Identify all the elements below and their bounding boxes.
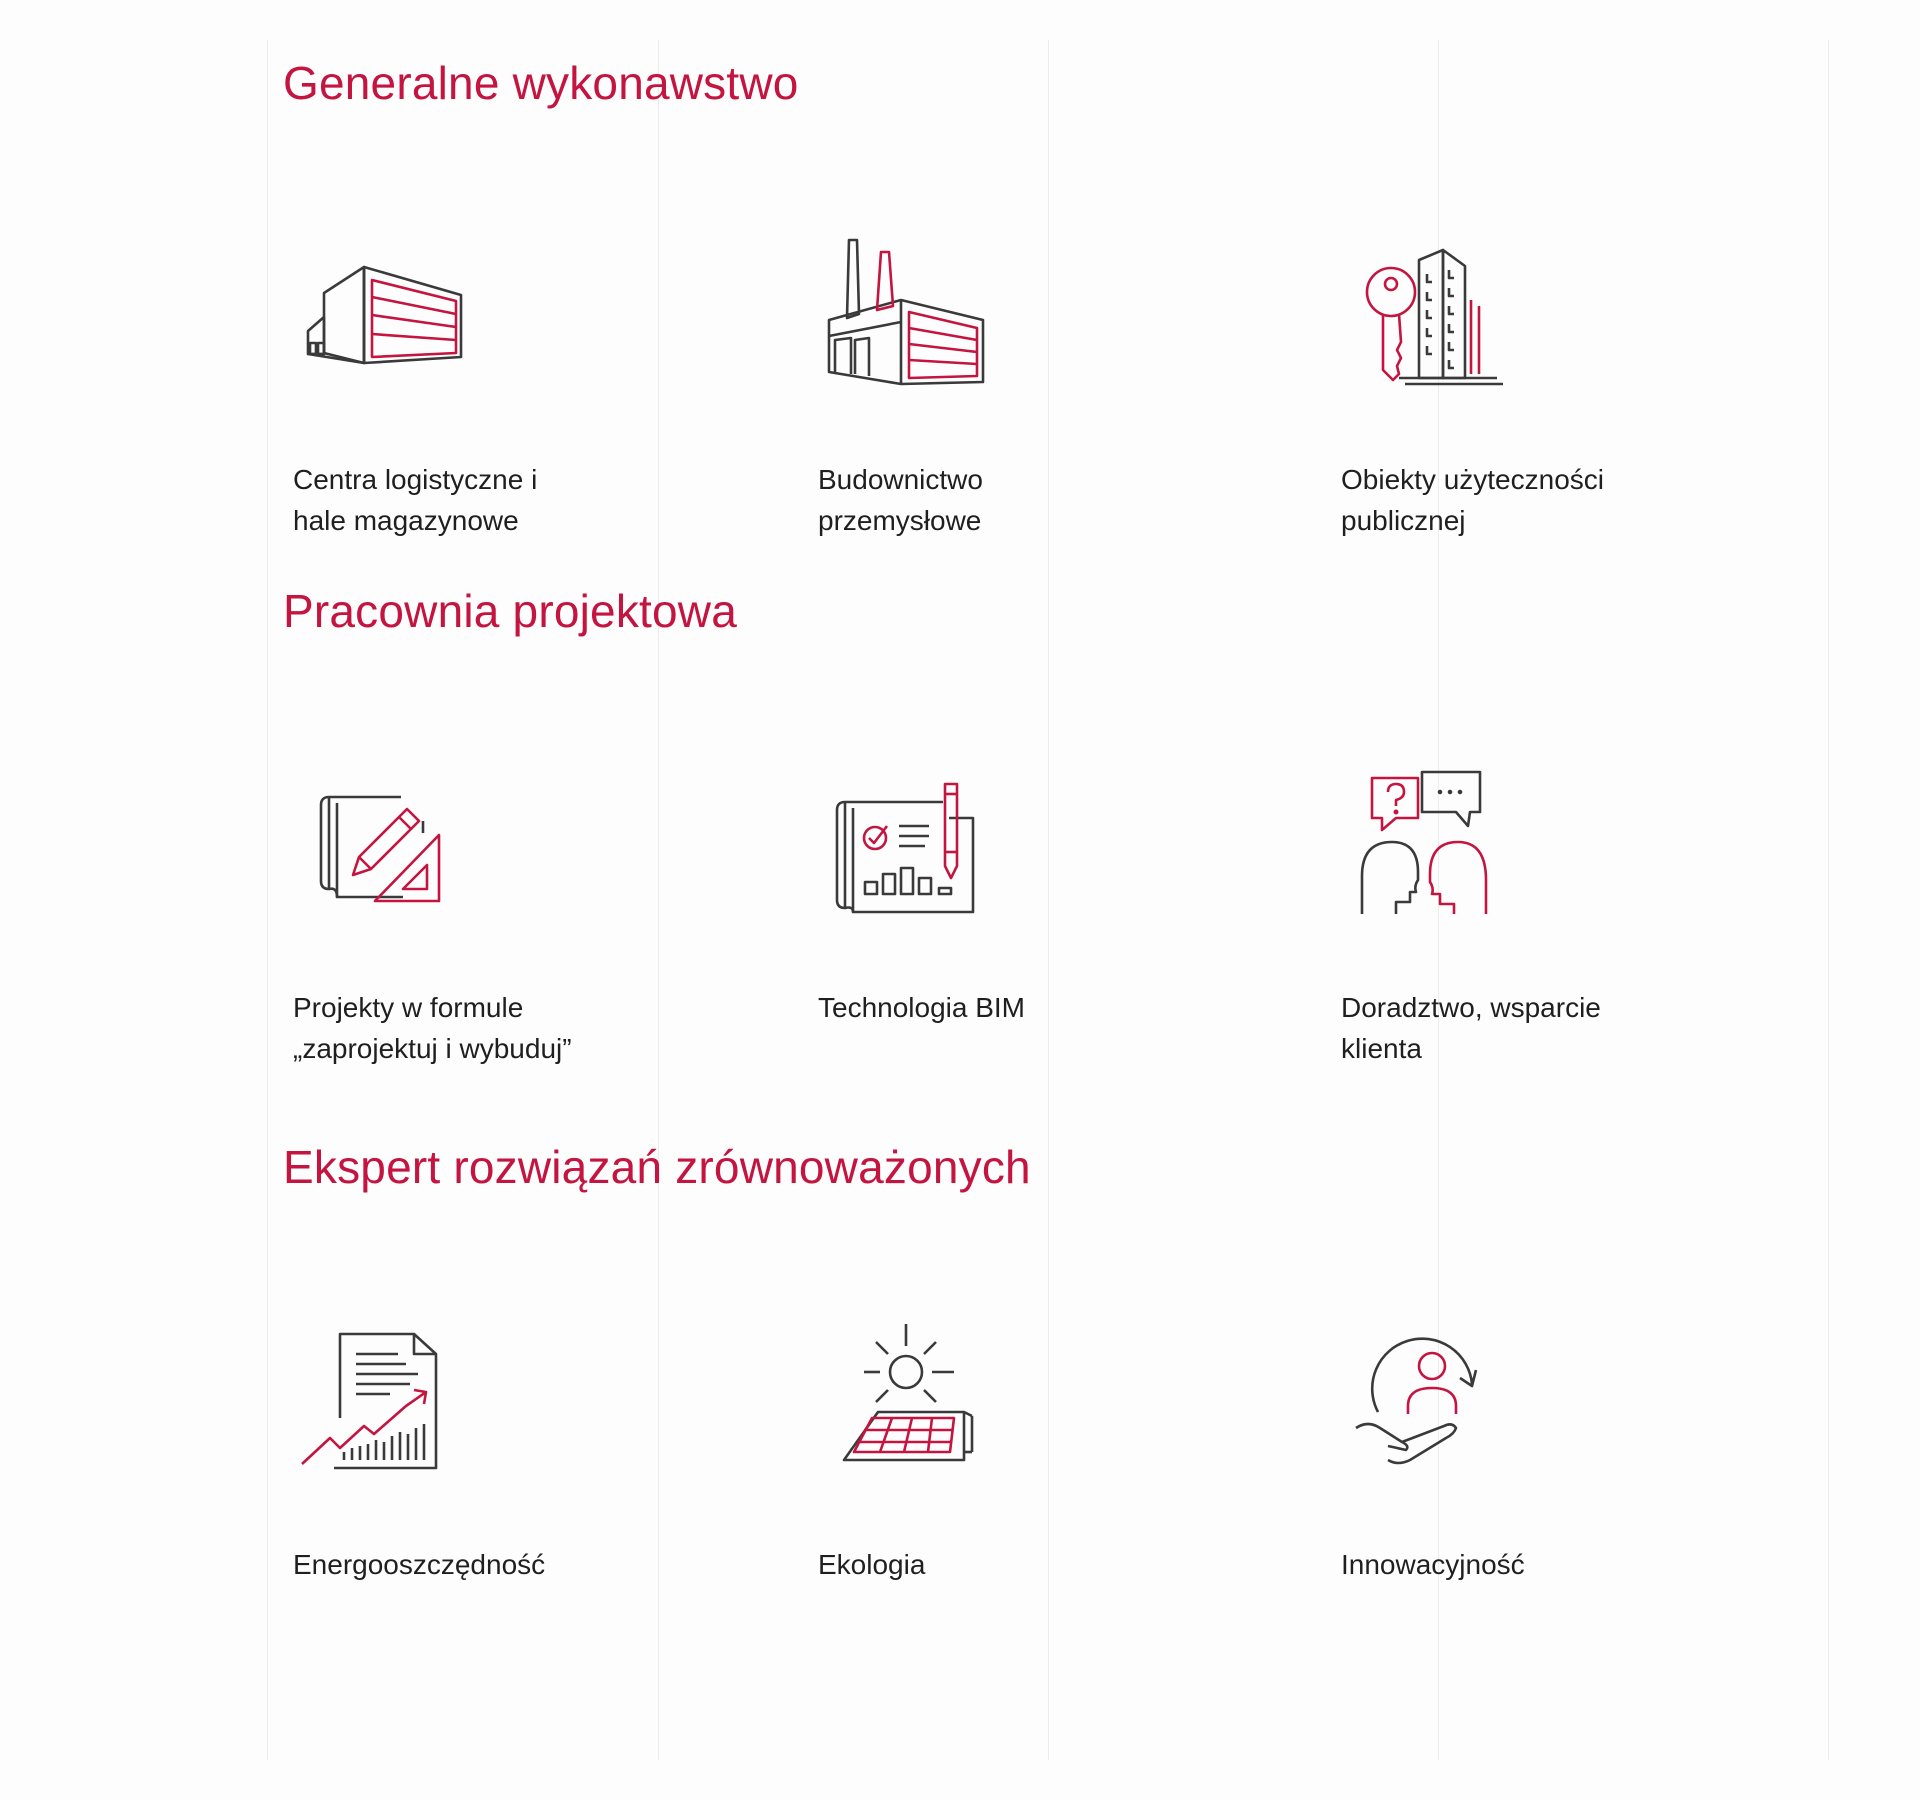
hand-person-cycle-icon [1348, 1328, 1528, 1508]
section-title-sustainable-solutions: Ekspert rozwiązań zrównoważonych [283, 1141, 1031, 1193]
factory-icon [821, 232, 1001, 412]
blueprint-pencil-icon [315, 785, 495, 965]
grid-line [1048, 40, 1049, 1760]
item-label: Obiekty użyteczności publicznej [1341, 464, 1604, 536]
item-label: Centra logistyczne i hale magazynowe [293, 464, 538, 536]
solar-panel-icon [830, 1320, 1010, 1500]
bim-plan-icon [833, 778, 1013, 958]
grid-line [1828, 40, 1829, 1760]
item-label: Budownictwo przemysłowe [818, 464, 983, 536]
grid-line [267, 40, 268, 1760]
item-label: Innowacyjność [1341, 1549, 1525, 1580]
energy-report-icon [298, 1330, 478, 1510]
section-title-design-studio: Pracownia projektowa [283, 585, 738, 637]
item-label: Doradztwo, wsparcie klienta [1341, 992, 1601, 1064]
consulting-chat-icon [1358, 768, 1538, 948]
item-label: Ekologia [818, 1549, 926, 1580]
item-label: Projekty w formule „zaprojektuj i wybuduj” [293, 992, 572, 1064]
item-label: Technologia BIM [818, 992, 1026, 1023]
key-building-icon [1347, 240, 1527, 420]
section-title-general-contracting: Generalne wykonawstwo [283, 57, 799, 109]
item-label: Energooszczędność [293, 1549, 546, 1580]
grid-line [658, 40, 659, 1760]
warehouse-icon [296, 235, 476, 415]
